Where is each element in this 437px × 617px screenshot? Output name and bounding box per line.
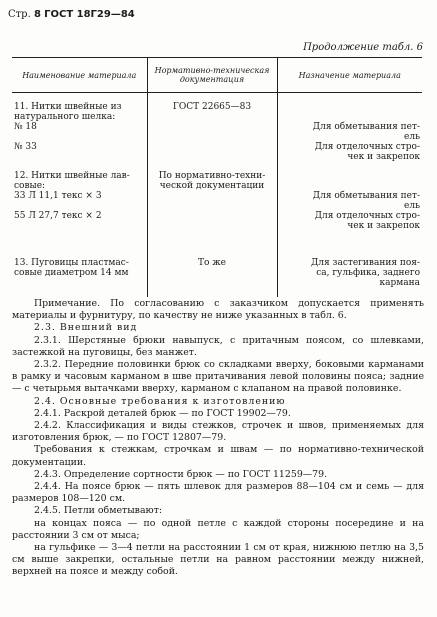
table-row <box>12 258 422 268</box>
documentation-cell <box>147 240 277 249</box>
paragraph: 2.3.2. Передние половинки брюк со складками вверху, боковыми карманами в рамку и часовым карманом в шве притачивания левой половины пояса; задние — с четырьмя вытачками вверху, карманом с клапаном на правой половинке. <box>12 359 424 395</box>
purpose-cell <box>277 162 422 171</box>
material-cell: 55 Л 27,7 текс × 2 <box>14 211 102 221</box>
documentation-cell <box>147 191 277 201</box>
purpose-cell: чек и закрепок <box>277 221 422 231</box>
table-header-row <box>12 58 422 93</box>
material-cell: 12. Нитки швейные лав- <box>14 171 130 181</box>
purpose-cell: Для отделочных стро- <box>277 211 422 221</box>
purpose-cell <box>277 288 422 297</box>
table-body <box>12 93 422 298</box>
purpose-cell: кармана <box>277 278 422 288</box>
documentation-cell <box>147 288 277 297</box>
document-text <box>12 298 424 579</box>
table-row <box>12 221 422 231</box>
documentation-cell <box>147 112 277 122</box>
purpose-cell <box>277 231 422 240</box>
column-header-material: Наименование материала <box>12 58 147 93</box>
documentation-cell: По нормативно-техни- <box>147 171 277 181</box>
purpose-cell <box>277 102 422 112</box>
documentation-cell: ГОСТ 22665—83 <box>147 102 277 112</box>
table-row <box>12 162 422 171</box>
table-row <box>12 278 422 288</box>
documentation-cell <box>147 201 277 211</box>
table-row <box>12 240 422 249</box>
material-cell: натурального шелка: <box>14 112 116 122</box>
purpose-cell: ель <box>277 132 422 142</box>
standard-code: ГОСТ 18Г29—84 <box>44 9 135 20</box>
material-cell <box>12 93 147 103</box>
page-label: Стр. <box>8 9 31 20</box>
material-cell: № 18 <box>14 122 37 132</box>
material-cell <box>12 162 147 171</box>
material-cell: совые диаметром 14 мм <box>14 268 129 278</box>
material-cell <box>12 288 147 297</box>
documentation-cell <box>147 152 277 162</box>
material-cell <box>12 221 147 231</box>
material-cell <box>12 132 147 142</box>
documentation-cell <box>147 278 277 288</box>
table-row <box>12 191 422 201</box>
paragraph: 2.4.1. Раскрой деталей брюк — по ГОСТ 19902—79. <box>34 407 291 419</box>
documentation-cell <box>147 93 277 103</box>
material-cell: совые: <box>14 181 46 191</box>
purpose-cell <box>277 93 422 103</box>
table-row <box>12 122 422 132</box>
purpose-cell <box>277 181 422 191</box>
materials-table <box>12 57 422 297</box>
documentation-cell <box>147 221 277 231</box>
paragraph: на гульфике — 3—4 петли на расстоянии 1 см от края, нижнюю петлю на 3,5 см выше закрепки, остальные петли на равном расстоянии между нижней, верхней на поясе и между собой. <box>12 542 424 578</box>
column-header-documentation: Нормативно-техническая документация <box>147 58 277 93</box>
table-continuation-caption: Продолжение табл. 6 <box>303 42 423 53</box>
documentation-cell <box>147 122 277 132</box>
material-cell: № 33 <box>14 142 37 152</box>
documentation-cell <box>147 231 277 240</box>
paragraph: 2.4.3. Определение сортности брюк — по ГОСТ 11259—79. <box>34 468 328 480</box>
table-row <box>12 249 422 258</box>
table-row <box>12 112 422 122</box>
paragraph: 2.4.4. На поясе брюк — пять шлевок для размеров 88—104 см и семь — для размеров 108—120 см. <box>12 481 424 505</box>
purpose-cell <box>277 249 422 258</box>
documentation-cell <box>147 162 277 171</box>
documentation-cell <box>147 249 277 258</box>
table-row <box>12 288 422 297</box>
purpose-cell: чек и закрепок <box>277 152 422 162</box>
material-cell <box>12 240 147 249</box>
material-cell <box>12 152 147 162</box>
material-cell: 13. Пуговицы пластмас- <box>14 258 129 268</box>
section-heading: 2.4. Основные требования к изготовлению <box>34 395 286 407</box>
documentation-cell <box>147 142 277 152</box>
table-row <box>12 211 422 221</box>
documentation-cell: ческой документации <box>147 181 277 191</box>
purpose-cell: Для обметывания пет- <box>277 122 422 132</box>
documentation-cell <box>147 268 277 278</box>
table-row <box>12 152 422 162</box>
purpose-cell <box>277 240 422 249</box>
section-heading: 2.3. Внешний вид <box>34 322 138 334</box>
purpose-cell: Для застегивания поя- <box>277 258 422 268</box>
material-cell: 33 Л 11,1 текс × 3 <box>14 191 102 201</box>
purpose-cell: Для отделочных стро- <box>277 142 422 152</box>
documentation-cell <box>147 211 277 221</box>
documentation-cell <box>147 132 277 142</box>
page-number: 8 <box>33 9 41 20</box>
table-row <box>12 132 422 142</box>
table-row <box>12 93 422 103</box>
material-cell <box>12 278 147 288</box>
purpose-cell: ель <box>277 201 422 211</box>
material-cell <box>12 201 147 211</box>
table-row <box>12 171 422 181</box>
note-paragraph: Примечание. По согласованию с заказчиком допускается применять материалы и фурнитуру, по качеству не ниже указанных в табл. 6. <box>12 298 424 322</box>
material-cell: 11. Нитки швейные из <box>14 102 122 112</box>
table-row <box>12 201 422 211</box>
table-row <box>12 181 422 191</box>
purpose-cell <box>277 171 422 181</box>
page-header <box>8 9 135 20</box>
table-row <box>12 142 422 152</box>
paragraph: 2.3.1. Шерстяные брюки навыпуск, с притачным поясом, со шлевками, застежкой на пуговицы, без манжет. <box>12 334 424 358</box>
column-header-purpose: Назначение материала <box>277 58 422 93</box>
documentation-cell: То же <box>147 258 277 268</box>
paragraph: на концах пояса — по одной петле с каждой стороны посередине и на расстоянии 3 см от мыса; <box>12 517 424 541</box>
table-row <box>12 268 422 278</box>
table-row <box>12 231 422 240</box>
purpose-cell: Для обметывания пет- <box>277 191 422 201</box>
paragraph: Требования к стежкам, строчкам и швам — по нормативно-технической документации. <box>12 444 424 468</box>
paragraph: 2.4.2. Классификация и виды стежков, строчек и швов, применяемых для изготовления брюк, — по ГОСТ 12807—79. <box>12 420 424 444</box>
purpose-cell: са, гульфика, заднего <box>277 268 422 278</box>
paragraph: 2.4.5. Петли обметывают: <box>34 505 163 517</box>
purpose-cell <box>277 112 422 122</box>
material-cell <box>12 249 147 258</box>
table-row <box>12 102 422 112</box>
material-cell <box>12 231 147 240</box>
